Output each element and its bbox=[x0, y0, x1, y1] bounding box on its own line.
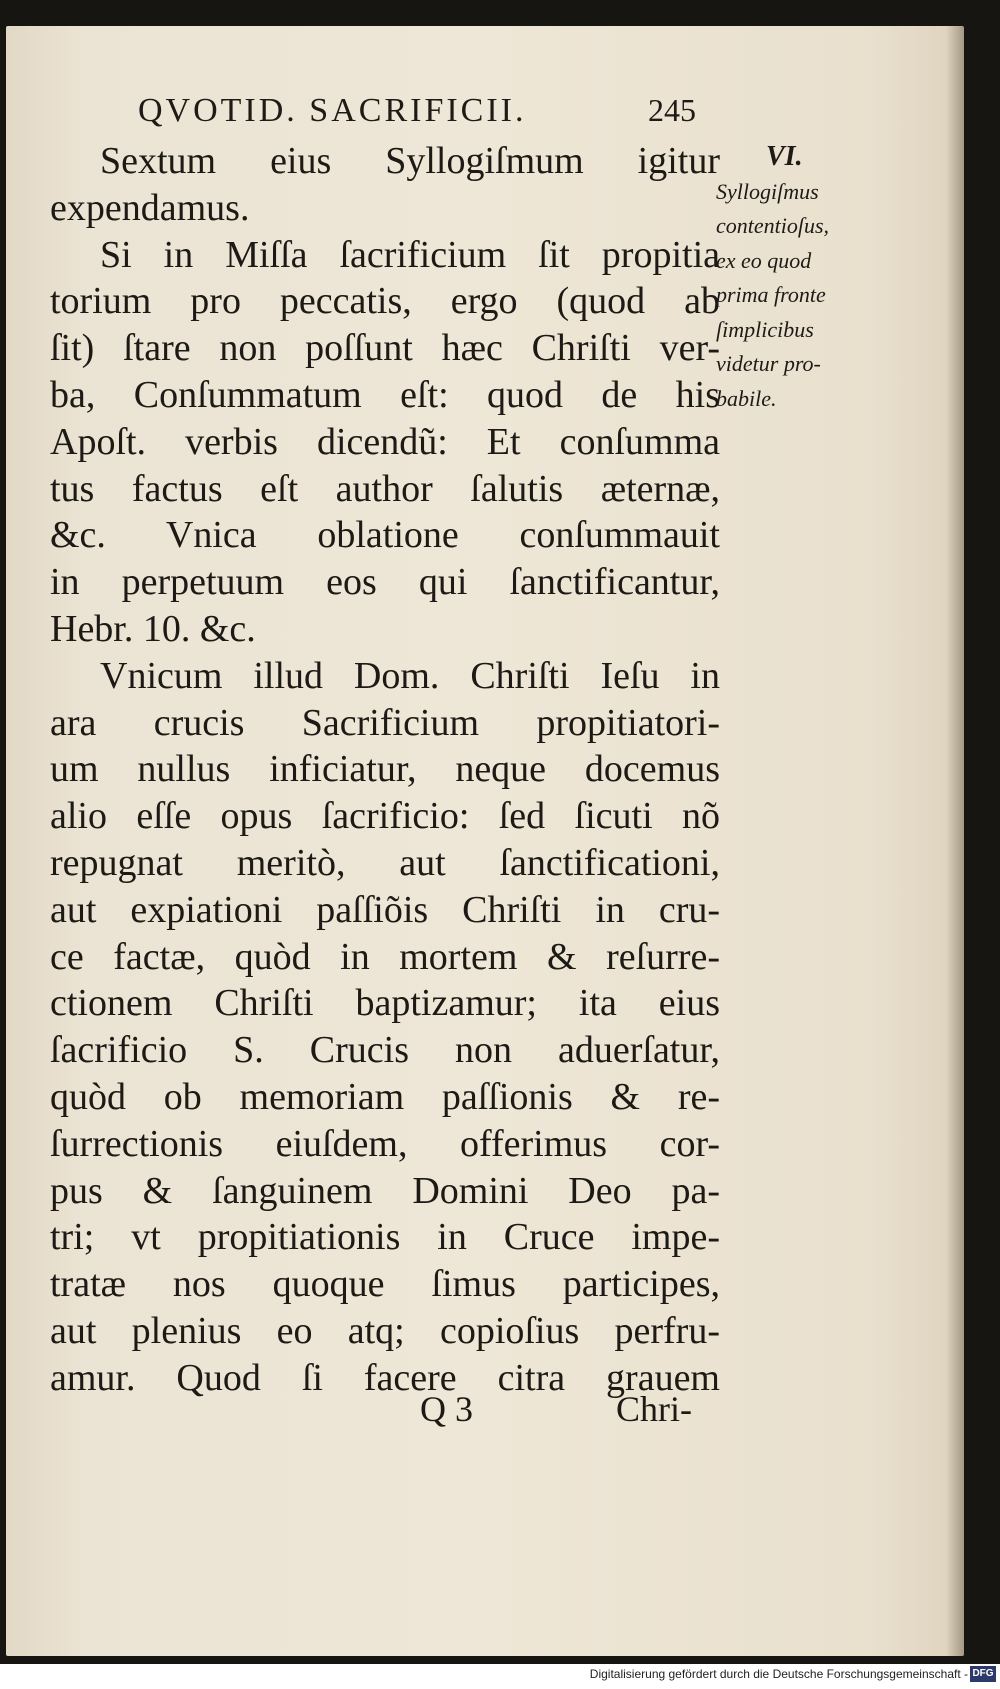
text-line: Hebr. 10. &c. bbox=[50, 607, 256, 650]
text-line: tus factus eſt author ſalutis æternæ, bbox=[50, 467, 720, 510]
text-line: expendamus. bbox=[50, 186, 250, 229]
text-line: in perpetuum eos qui ſanctificantur, bbox=[50, 561, 720, 604]
page-number: 245 bbox=[648, 92, 696, 128]
text-line: tri; vt propitiationis in Cruce impe- bbox=[50, 1216, 720, 1259]
text-line: ſacrificio S. Crucis non aduerſatur, bbox=[50, 1029, 720, 1072]
digitization-credit: Digitalisierung gefördert durch die Deutsche Forschungsgemeinschaft - bbox=[589, 1667, 968, 1681]
text-line: ce factæ, quòd in mortem & reſurre- bbox=[50, 935, 720, 978]
text-line: Sextum eius Syllogiſmum igitur bbox=[100, 140, 720, 182]
text-line: repugnat meritò, aut ſanctificationi, bbox=[50, 841, 720, 884]
text-line: ctionem Chriſti baptizamur; ita eius bbox=[50, 982, 720, 1025]
page-gutter-shadow bbox=[946, 26, 964, 1656]
marginal-note-line: videtur pro- bbox=[716, 351, 821, 376]
text-line: torium pro peccatis, ergo (quod ab bbox=[50, 280, 720, 323]
signature-mark: Q 3 bbox=[420, 1389, 473, 1429]
marginal-note-line: babile. bbox=[716, 385, 777, 411]
text-line: Si in Miſſa ſacrificium ſit propitia bbox=[100, 233, 720, 276]
text-line: pus & ſanguinem Domini Deo pa- bbox=[50, 1169, 720, 1212]
text-line: quòd ob memoriam paſſionis & re- bbox=[50, 1075, 720, 1118]
marginal-note-line: ſimplicibus bbox=[716, 316, 814, 342]
text-line: Apoſt. verbis dicendũ: Et conſumma bbox=[50, 420, 720, 463]
text-line: aut expiationi paſſiõis Chriſti in cru- bbox=[50, 888, 720, 931]
marginal-note-line: prima fronte bbox=[716, 282, 826, 307]
marginal-note-line: ex eo quod bbox=[716, 247, 812, 273]
marginal-note-line: contentioſus, bbox=[716, 213, 830, 238]
text-line: ba, Conſummatum eſt: quod de his bbox=[50, 373, 720, 416]
running-head-title: QVOTID. SACRIFICII. bbox=[138, 92, 527, 129]
text-line: tratæ nos quoque ſimus participes, bbox=[50, 1263, 720, 1306]
text-line: aut plenius eo atq; copioſius perfru- bbox=[50, 1309, 720, 1352]
text-line: ara crucis Sacrificium propitiatori- bbox=[50, 701, 720, 744]
marginal-note-line: Syllogiſmus bbox=[716, 178, 819, 204]
catchword: Chri- bbox=[616, 1389, 692, 1429]
main-text-block bbox=[50, 138, 720, 1402]
text-line: alio eſſe opus ſacrificio: ſed ſicuti nõ bbox=[50, 795, 720, 838]
text-line: um nullus inficiatur, neque docemus bbox=[50, 748, 720, 791]
marginal-note bbox=[716, 140, 906, 416]
text-line: ſit) ſtare non poſſunt hæc Chriſti ver- bbox=[50, 327, 720, 370]
text-line: &c. Vnica oblatione conſummauit bbox=[50, 514, 720, 557]
text-line: amur. Quod ſi facere citra grauem bbox=[50, 1356, 720, 1399]
dfg-logo: DFG bbox=[970, 1666, 996, 1682]
marginal-note-number: VI. bbox=[766, 141, 803, 172]
text-line: ſurrectionis eiuſdem, offerimus cor- bbox=[50, 1122, 720, 1165]
text-line: Vnicum illud Dom. Chriſti Ieſu in bbox=[100, 654, 720, 697]
